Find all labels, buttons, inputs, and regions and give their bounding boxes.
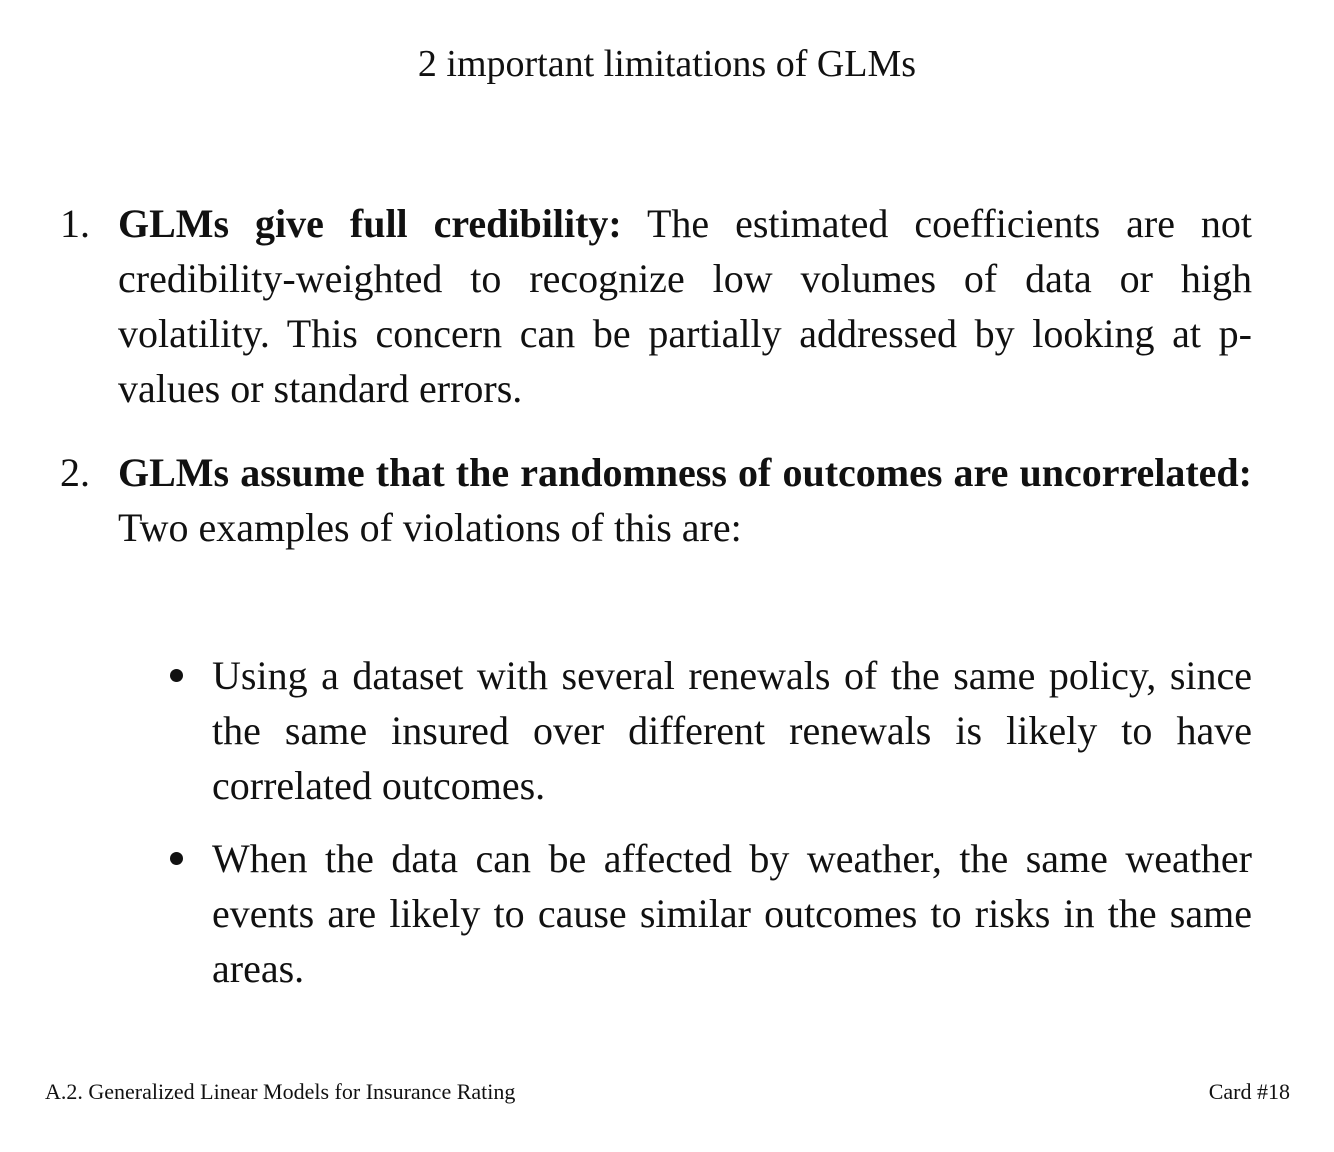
example-item-2 — [168, 831, 1252, 996]
limitation-item-2 — [60, 445, 1252, 996]
example-text: When the data can be affected by weather, the same weather events are likely to cause similar outcomes to risks in the same areas. — [212, 836, 1252, 991]
bullet-icon — [170, 669, 183, 682]
examples-list — [118, 648, 1252, 996]
item-heading: GLMs give full credibility: — [118, 201, 622, 246]
item-body: The estimated coefficients are not credibility-weighted to recognize low volumes of data or high volatility. This concern can be partially addressed by looking at p-values or standard errors. — [118, 201, 1252, 411]
example-item-1 — [168, 648, 1252, 813]
limitations-list — [60, 196, 1252, 996]
item-body: Two examples of violations of this are: — [118, 505, 742, 550]
footer-card-number: Card #18 — [1208, 1079, 1290, 1104]
bullet-icon — [170, 852, 183, 865]
item-number: 2. — [60, 450, 90, 495]
item-heading: GLMs assume that the randomness of outcomes are uncorrelated: — [118, 450, 1252, 495]
card-title: 2 important limitations of GLMs — [417, 43, 917, 85]
example-text: Using a dataset with several renewals of the same policy, since the same insured over different renewals is likely to have correlated outcomes. — [212, 653, 1252, 808]
limitation-item-1 — [60, 196, 1252, 416]
item-number: 1. — [60, 201, 90, 246]
footer-section: A.2. Generalized Linear Models for Insurance Rating — [45, 1079, 516, 1104]
